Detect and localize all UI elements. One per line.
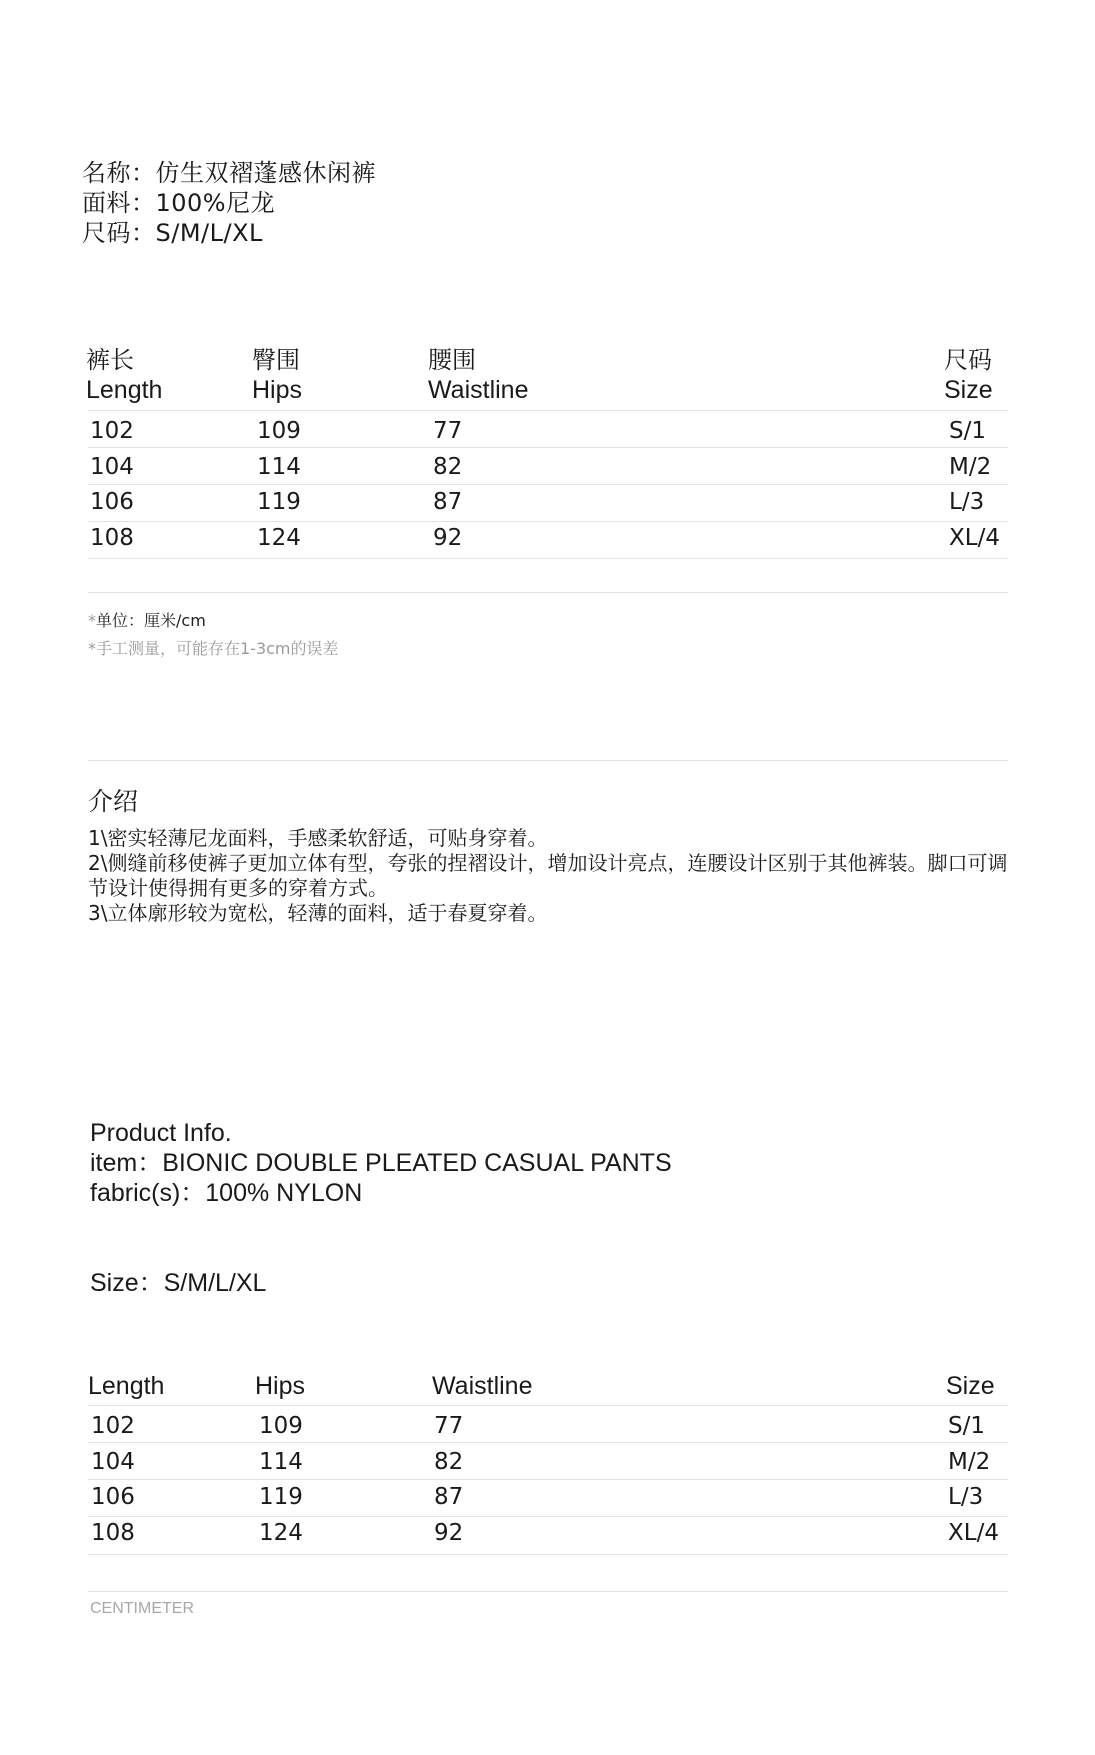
measure-note: *手工测量，可能存在1-3cm的误差 xyxy=(88,639,339,658)
unit-text: 单位：厘米/cm xyxy=(96,611,206,630)
cell-hips: 124 xyxy=(257,525,301,551)
table-divider xyxy=(88,410,1008,411)
cell-length: 102 xyxy=(91,1413,135,1439)
header-hips-en: Hips xyxy=(252,376,303,404)
cell-waist: 77 xyxy=(434,1413,464,1439)
cell-size: S/1 xyxy=(948,1413,985,1439)
intro-line: 3\立体廓形较为宽松，轻薄的面料，适于春夏穿着。 xyxy=(88,901,548,925)
cell-length: 102 xyxy=(90,418,134,444)
product-fabric-en: fabric(s)：100% NYLON xyxy=(90,1179,363,1207)
cell-waist: 82 xyxy=(433,454,463,480)
cell-length: 108 xyxy=(91,1520,135,1546)
cell-size: M/2 xyxy=(949,454,992,480)
header-waist xyxy=(428,345,529,405)
table-divider xyxy=(88,558,1008,559)
cell-hips: 109 xyxy=(259,1413,303,1439)
cell-length: 106 xyxy=(91,1484,135,1510)
cell-size: L/3 xyxy=(948,1484,984,1510)
intro-title: 介绍 xyxy=(88,787,139,816)
cell-length: 104 xyxy=(91,1449,135,1475)
cell-waist: 87 xyxy=(434,1484,464,1510)
table-row xyxy=(88,1478,1008,1514)
product-item: item：BIONIC DOUBLE PLEATED CASUAL PANTS xyxy=(90,1149,672,1177)
product-info-heading: Product Info. xyxy=(90,1119,232,1147)
cell-hips: 114 xyxy=(257,454,301,480)
header-length: Length xyxy=(88,1372,165,1400)
header-size-cn: 尺码 xyxy=(944,346,992,374)
product-meta-cn xyxy=(82,158,376,248)
header-length-cn: 裤长 xyxy=(86,346,134,374)
table-divider xyxy=(88,1591,1008,1592)
cell-size: XL/4 xyxy=(949,525,1000,551)
cell-length: 108 xyxy=(90,525,134,551)
cell-waist: 87 xyxy=(433,489,463,515)
asterisk: * xyxy=(88,611,96,630)
intro-line: 1\密实轻薄尼龙面料，手感柔软舒适，可贴身穿着。 xyxy=(88,826,548,850)
cell-length: 104 xyxy=(90,454,134,480)
product-size: 尺码：S/M/L/XL xyxy=(82,219,263,247)
header-waist-cn: 腰围 xyxy=(428,346,476,374)
table-row xyxy=(88,412,1008,448)
product-info-en xyxy=(90,1118,672,1208)
header-size xyxy=(944,345,993,405)
cell-hips: 109 xyxy=(257,418,301,444)
table-row xyxy=(88,448,1008,484)
unit-label-en: CENTIMETER xyxy=(90,1600,194,1617)
cell-hips: 119 xyxy=(257,489,301,515)
header-length xyxy=(86,345,162,405)
header-length-en: Length xyxy=(86,376,163,404)
header-size: Size xyxy=(946,1372,995,1400)
table-row xyxy=(88,1443,1008,1479)
table-row xyxy=(88,483,1008,519)
cell-hips: 124 xyxy=(259,1520,303,1546)
product-name: 名称：仿生双褶蓬感休闲裤 xyxy=(82,159,376,187)
header-waist-en: Waistline xyxy=(428,376,529,404)
header-hips: Hips xyxy=(255,1372,306,1400)
cell-waist: 92 xyxy=(433,525,463,551)
cell-size: L/3 xyxy=(949,489,985,515)
cell-waist: 92 xyxy=(434,1520,464,1546)
cell-size: S/1 xyxy=(949,418,986,444)
cell-waist: 82 xyxy=(434,1449,464,1475)
table-divider xyxy=(88,1405,1008,1406)
intro-line: 2\侧缝前移使裤子更加立体有型，夸张的捏褶设计，增加设计亮点，连腰设计区别于其他裤装。脚口可调节设计使得拥有更多的穿着方式。 xyxy=(88,851,1008,900)
table-row xyxy=(88,1514,1008,1550)
table-row xyxy=(88,519,1008,555)
product-size-en: Size：S/M/L/XL xyxy=(90,1269,267,1297)
intro-body xyxy=(88,826,1008,926)
cell-size: M/2 xyxy=(948,1449,991,1475)
table-row xyxy=(88,1407,1008,1443)
cell-length: 106 xyxy=(90,489,134,515)
cell-hips: 119 xyxy=(259,1484,303,1510)
header-hips-cn: 臀围 xyxy=(252,346,300,374)
cell-size: XL/4 xyxy=(948,1520,999,1546)
table-divider xyxy=(88,592,1008,593)
section-divider xyxy=(88,760,1008,761)
table-divider xyxy=(88,1554,1008,1555)
unit-note xyxy=(88,608,206,631)
product-fabric: 面料：100%尼龙 xyxy=(82,189,276,217)
header-waist: Waistline xyxy=(432,1372,533,1400)
cell-waist: 77 xyxy=(433,418,463,444)
cell-hips: 114 xyxy=(259,1449,303,1475)
header-hips xyxy=(252,345,302,405)
header-size-en: Size xyxy=(944,376,993,404)
